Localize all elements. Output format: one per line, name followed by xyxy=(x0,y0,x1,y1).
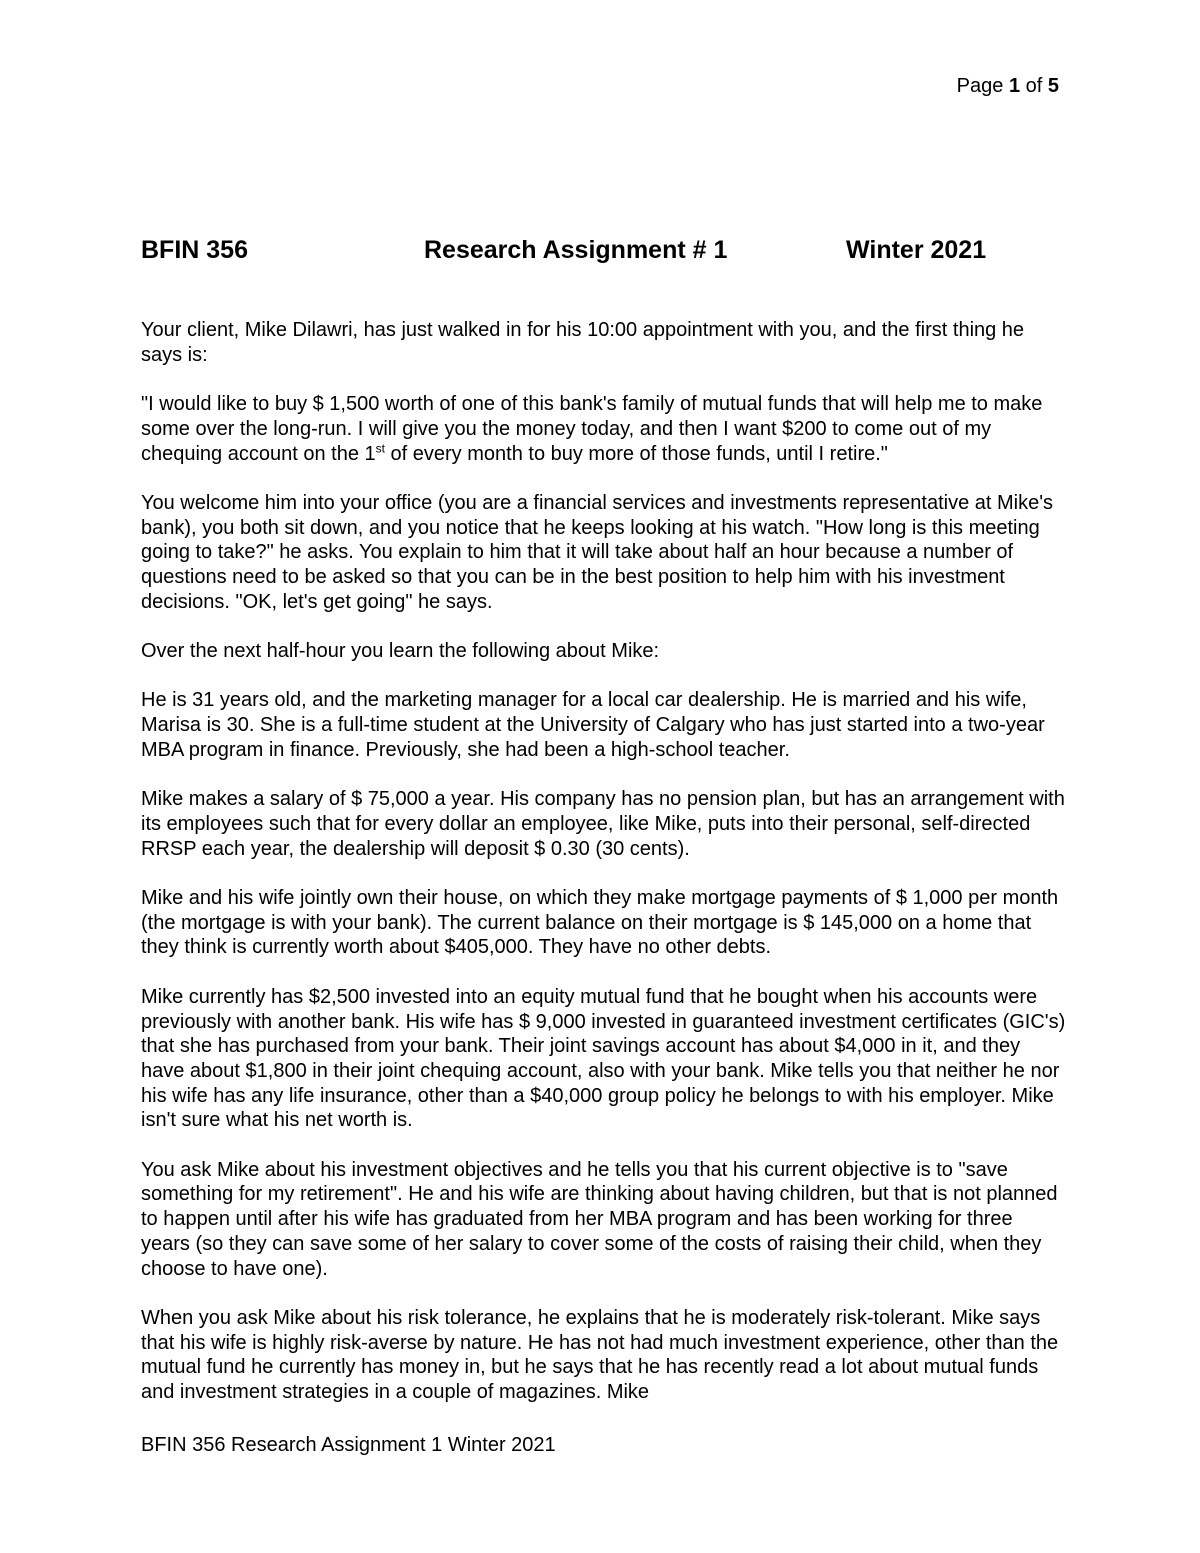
paragraph-house: Mike and his wife jointly own their house, on which they make mortgage payments of $ 1,000 per month (the mortgage is with your bank). The current balance on their mortgage is $ 145,000 on a home that they think is currently worth about $405,000. They have no other debts. xyxy=(141,887,1059,959)
paragraph-meeting: You welcome him into your office (you are a financial services and investments representative at Mike's bank), you both sit down, and you notice that he keeps looking at his watch. "How long is this meeting going to take?" he asks. You explain to him that it will take about half an hour because a number of questions need to be asked so that you can be in the best position to help him with his investment decisions. "OK, let's get going" he says. xyxy=(141,491,1054,613)
current-page-number: 1 xyxy=(1008,75,1021,97)
document-body xyxy=(141,318,1066,1429)
page-word: Page xyxy=(956,75,1004,97)
paragraph-client-quote xyxy=(141,392,1066,466)
paragraph-salary: Mike makes a salary of $ 75,000 a year. His company has no pension plan, but has an arrangement with its employees such that for every dollar an employee, like Mike, puts into their personal, self-directed RRSP each year, the dealership will deposit $ 0.30 (30 cents). xyxy=(141,788,1065,860)
paragraph-learn: Over the next half-hour you learn the following about Mike: xyxy=(141,640,660,663)
of-word: of xyxy=(1025,75,1043,97)
paragraph-risk: When you ask Mike about his risk tolerance, he explains that he is moderately risk-tolerant. Mike says that his wife is highly risk-averse by nature. He has not had much investment experience, other than the mutual fund he currently has money in, but he says that he has recently read a lot about mutual funds and investment strategies in a couple of magazines. Mike xyxy=(141,1306,1059,1404)
page-footer: BFIN 356 Research Assignment 1 Winter 2021 xyxy=(141,1434,556,1456)
paragraph-intro: Your client, Mike Dilawri, has just walked in for his 10:00 appointment with you, and the first thing he says is: xyxy=(141,319,1025,366)
client-quote-start: "I would like to buy $ 1,500 worth of one of this bank's family of mutual funds that will help me to make some over the long-run. I will give you the money today, and then I want $200 to come out of my chequing account on the 1 xyxy=(141,393,1043,465)
paragraph-assets: Mike currently has $2,500 invested into an equity mutual fund that he bought when his accounts were previously with another bank. His wife has $ 9,000 invested in guaranteed investment certificates (GIC's) that she has purchased from your bank. Their joint savings account has about $4,000 in it, and they have about $1,800 in their joint chequing account, also with your bank. Mike tells you that neither he nor his wife has any life insurance, other than a $40,000 group policy he belongs to with his employer. Mike isn't sure what his net worth is. xyxy=(141,985,1066,1132)
term-label: Winter 2021 xyxy=(846,236,987,264)
client-quote-end: of every month to buy more of those funds, until I retire." xyxy=(384,442,888,465)
paragraph-objectives: You ask Mike about his investment objectives and he tells you that his current objective is to "save something for my retirement". He and his wife are thinking about having children, but that is not planned to happen until after his wife has graduated from her MBA program and has been working for three years (so they can save some of her salary to cover some of the costs of raising their child, when they choose to have one). xyxy=(141,1158,1058,1280)
total-pages-number: 5 xyxy=(1047,75,1059,97)
ordinal-superscript: st xyxy=(375,440,385,455)
assignment-name: Research Assignment # 1 xyxy=(424,236,728,264)
document-title xyxy=(141,236,1061,270)
page-number xyxy=(957,75,1059,98)
course-code: BFIN 356 xyxy=(141,236,248,264)
paragraph-personal: He is 31 years old, and the marketing manager for a local car dealership. He is married and his wife, Marisa is 30. She is a full-time student at the University of Calgary who has just started into a two-year MBA program in finance. Previously, she had been a high-school teacher. xyxy=(141,689,1045,761)
